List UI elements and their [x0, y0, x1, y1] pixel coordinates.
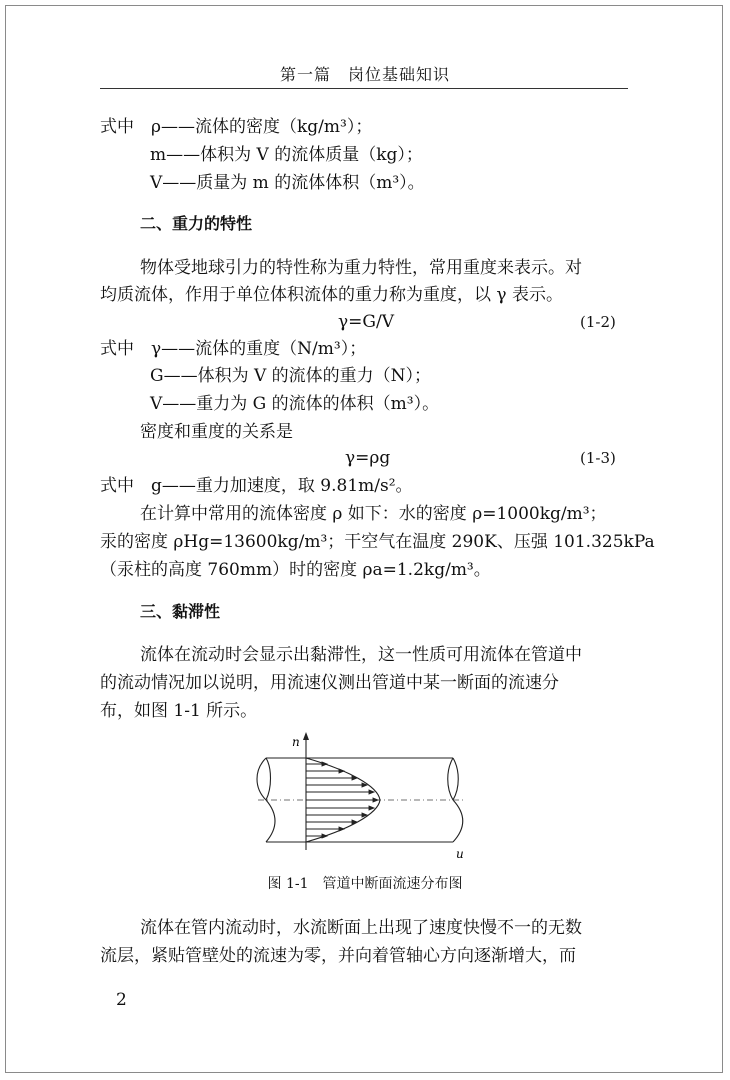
pipe-left-end-curve [266, 758, 271, 800]
var-v-volume-line: V——重力为 G 的流体的体积（m³）。 [150, 394, 440, 414]
header-rule [100, 88, 628, 89]
paragraph-line: 汞的密度 ρHg=13600kg/m³；干空气在温度 290K、压强 101.325kPa [100, 532, 655, 552]
var-rho-line: 式中 ρ——流体的密度（kg/m³）； [100, 117, 373, 137]
axis-label-n: n [292, 735, 300, 749]
equation-number: (1-2) [580, 313, 616, 331]
pipe-right-end-curve [448, 758, 453, 800]
equation-1-2: γ=G/V [338, 312, 394, 332]
var-gamma-line: 式中 γ——流体的重度（N/m³）； [100, 339, 367, 359]
paragraph-line: （汞柱的高度 760mm）时的密度 ρa=1.2kg/m³。 [100, 560, 491, 580]
paragraph-line: 流体在流动时会显示出黏滞性，这一性质可用流体在管道中 [140, 645, 582, 665]
section-heading-viscosity: 三、黏滞性 [140, 602, 221, 621]
pipe-left-end-curve [257, 758, 266, 800]
pipe-velocity-figure [248, 730, 488, 862]
var-g-weight-line: G——体积为 V 的流体的重力（N）； [150, 366, 432, 386]
paragraph-line: 流层，紧贴管壁处的流速为零，并向着管轴心方向逐渐增大，而 [100, 946, 576, 966]
relation-line: 密度和重度的关系是 [140, 422, 293, 442]
paragraph-line: 均质流体，作用于单位体积流体的重力称为重度，以 γ 表示。 [100, 285, 563, 305]
paragraph-line: 布，如图 1-1 所示。 [100, 701, 258, 721]
equation-number: (1-3) [580, 449, 616, 467]
paragraph-line: 流体在管内流动时，水流断面上出现了速度快慢不一的无数 [140, 918, 582, 938]
velocity-arrows [306, 762, 378, 838]
var-m-line: m——体积为 V 的流体质量（kg）； [150, 145, 423, 165]
running-header: 第一篇 岗位基础知识 [279, 65, 450, 84]
figure-caption: 图 1-1 管道中断面流速分布图 [267, 876, 463, 892]
page-number: 2 [116, 990, 127, 1010]
n-axis-arrowhead [303, 732, 309, 740]
axis-label-u: u [456, 847, 464, 861]
var-g-accel-line: 式中 g——重力加速度，取 9.81m/s²。 [100, 476, 413, 496]
pipe-left-end-curve [266, 800, 275, 842]
pipe-right-end-curve [453, 800, 463, 842]
section-heading-gravity: 二、重力的特性 [140, 214, 253, 233]
pipe-right-end-curve [453, 758, 458, 800]
equation-1-3: γ=ρg [345, 448, 391, 468]
paragraph-line: 物体受地球引力的特性称为重力特性，常用重度来表示。对 [140, 258, 582, 278]
var-v-line: V——质量为 m 的流体体积（m³）。 [150, 173, 425, 193]
paragraph-line: 在计算中常用的流体密度 ρ 如下：水的密度 ρ=1000kg/m³； [140, 504, 607, 524]
paragraph-line: 的流动情况加以说明，用流速仪测出管道中某一断面的流速分 [100, 673, 559, 693]
